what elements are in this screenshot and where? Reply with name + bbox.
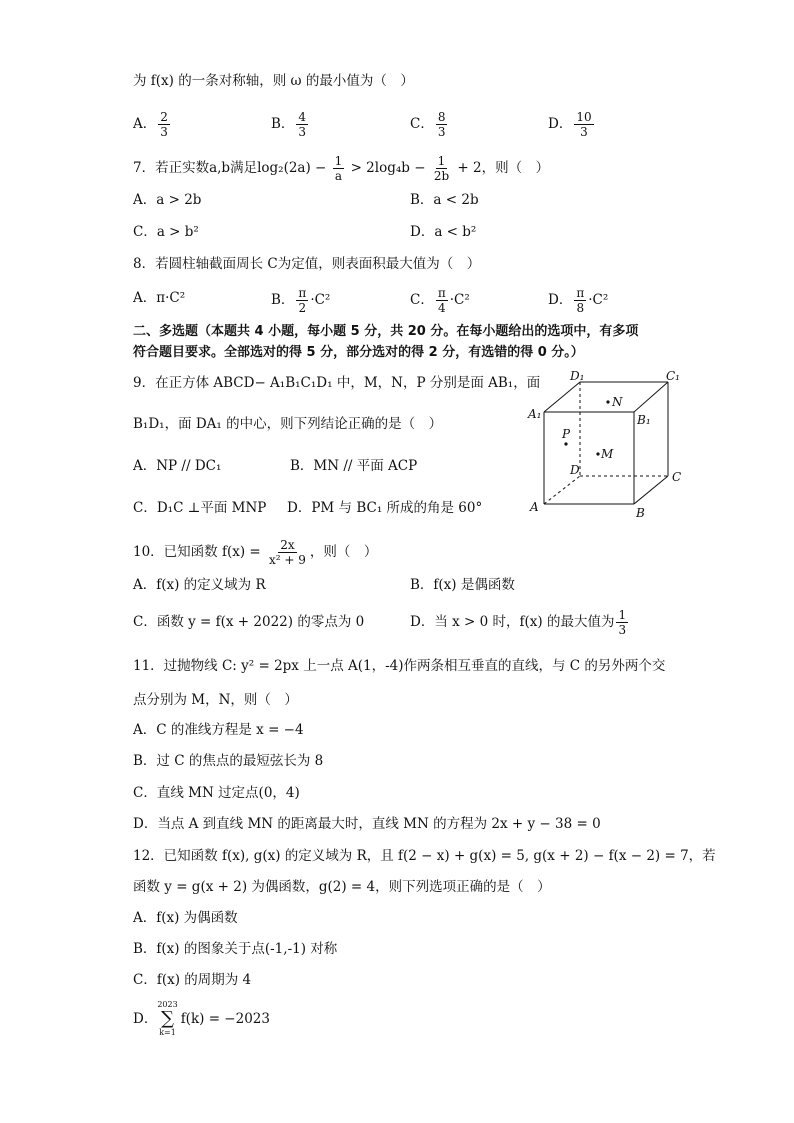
fraction: $\frac{8}{3}$ <box>437 110 446 139</box>
q12-option-a[interactable]: A．f(x) 为偶函数 <box>133 910 238 926</box>
fraction: $\frac{4}{3}$ <box>298 110 307 139</box>
q9-stem-2: B₁D₁，面 DA₁ 的中心，则下列结论正确的是（ ） <box>133 416 443 432</box>
q9-option-d[interactable]: D．PM 与 BC₁ 所成的角是 60° <box>287 500 483 516</box>
section-heading: 二、多选题（本题共 4 小题，每小题 5 分，共 20 分。在每小题给出的选项中，有多项 <box>133 324 639 339</box>
label-p: P <box>562 427 571 441</box>
point-p <box>564 442 567 445</box>
cube-figure <box>520 366 690 521</box>
q7-stem: 7．若正实数a,b满足log₂(2a) − $\frac{1}{a}$ > 2log₄b − $\frac{1}{2b}$ + 2，则（ ） <box>133 154 550 183</box>
point-n <box>606 400 609 403</box>
q8-option-a[interactable]: A．π·C² <box>133 290 186 306</box>
section-instructions: 符合题目要求。全部选对的得 5 分，部分选对的得 2 分，有选错的得 0 分。） <box>133 345 584 360</box>
edge-a1d1 <box>544 382 580 412</box>
q12-option-d[interactable]: D． 2023 ∑ k=1 f(k) = −2023 <box>133 1000 270 1037</box>
q10-option-d[interactable]: D．当 x > 0 时，f(x) 的最大值为 $\frac{1}{3}$ <box>410 608 627 637</box>
q6-option-a[interactable] <box>133 110 172 139</box>
label-n: N <box>612 395 623 409</box>
q9-option-a[interactable]: A．NP // DC₁ <box>133 458 222 474</box>
option-label: D． <box>548 116 573 132</box>
q11-stem-1: 11．过抛物线 C: y² = 2px 上一点 A(1，-4)作两条相互垂直的直线，与 C 的另外两个交 <box>133 658 666 674</box>
label-b: B <box>636 506 645 520</box>
edge-ad <box>544 476 580 504</box>
q8-option-b[interactable]: B． $\frac{\pi}{2}$ ·C² <box>271 286 331 315</box>
q12-option-b[interactable]: B．f(x) 的图象关于点(-1,-1) 对称 <box>133 941 338 957</box>
q10-stem: 10．已知函数 f(x) = $\frac{2x}{\text{x² + 9}}$ ，则（ ） <box>133 538 378 567</box>
point-m <box>596 452 599 455</box>
option-label: A． <box>133 116 157 132</box>
q10-option-a[interactable]: A．f(x) 的定义域为 R <box>133 577 266 593</box>
q8-option-d[interactable]: D． $\frac{\pi}{8}$ ·C² <box>548 286 609 315</box>
q9-stem-1: 9．在正方体 ABCD− A₁B₁C₁D₁ 中，M，N，P 分别是面 AB₁，面 <box>133 375 541 391</box>
label-a: A <box>530 500 539 514</box>
label-m: M <box>601 447 614 461</box>
q12-stem-1: 12．已知函数 f(x), g(x) 的定义域为 R，且 f(2 − x) + g(x) = 5, g(x + 2) − f(x − 2) = 7，若 <box>133 848 716 864</box>
q6-option-b[interactable] <box>271 110 310 139</box>
q12-option-c[interactable]: C．f(x) 的周期为 4 <box>133 972 252 988</box>
summation: 2023 ∑ k=1 <box>157 1000 178 1037</box>
q7-option-a[interactable]: A．a > 2b <box>133 192 202 208</box>
q6-option-d[interactable] <box>548 110 596 139</box>
q7-option-d[interactable]: D．a < b² <box>410 224 477 240</box>
q11-stem-2: 点分别为 M，N，则（ ） <box>133 692 298 708</box>
q10-option-c[interactable]: C．函数 y = f(x + 2022) 的零点为 0 <box>133 614 365 630</box>
q11-option-b[interactable]: B．过 C 的焦点的最短弦长为 8 <box>133 753 324 769</box>
option-label: C． <box>410 116 434 132</box>
edge-bc <box>634 476 668 504</box>
label-d1: D₁ <box>570 369 585 383</box>
q11-option-a[interactable]: A．C 的准线方程是 x = −4 <box>133 722 304 738</box>
q11-option-d[interactable]: D．当点 A 到直线 MN 的距离最大时，直线 MN 的方程为 2x + y − 38 = 0 <box>133 816 601 832</box>
q10-option-b[interactable]: B．f(x) 是偶函数 <box>410 577 515 593</box>
label-a1: A₁ <box>528 407 542 421</box>
label-c1: C₁ <box>666 369 680 383</box>
q12-stem-2: 函数 y = g(x + 2) 为偶函数，g(2) = 4，则下列选项正确的是（ ） <box>133 879 551 895</box>
label-b1: B₁ <box>637 413 651 427</box>
option-label: B． <box>271 116 295 132</box>
label-d: D <box>570 463 580 477</box>
q9-option-c[interactable]: C．D₁C ⊥平面 MNP <box>133 500 267 516</box>
fraction: $\frac{2}{3}$ <box>160 110 168 139</box>
q6-option-c[interactable] <box>410 110 449 139</box>
q6-stem-tail: 为 f(x) 的一条对称轴，则 ω 的最小值为（ ） <box>133 73 414 89</box>
q8-stem: 8．若圆柱轴截面周长 C为定值，则表面积最大值为（ ） <box>133 256 481 272</box>
edge-b1c1 <box>634 382 668 412</box>
label-c: C <box>672 470 682 484</box>
fraction: $\frac{10}{3}$ <box>576 110 592 139</box>
q9-option-b[interactable]: B．MN // 平面 ACP <box>290 458 418 474</box>
q7-option-c[interactable]: C．a > b² <box>133 224 199 240</box>
q7-option-b[interactable]: B．a < 2b <box>410 192 479 208</box>
q11-option-c[interactable]: C．直线 MN 过定点(0，4) <box>133 785 300 801</box>
q8-option-c[interactable]: C． $\frac{\pi}{4}$ ·C² <box>410 286 470 315</box>
